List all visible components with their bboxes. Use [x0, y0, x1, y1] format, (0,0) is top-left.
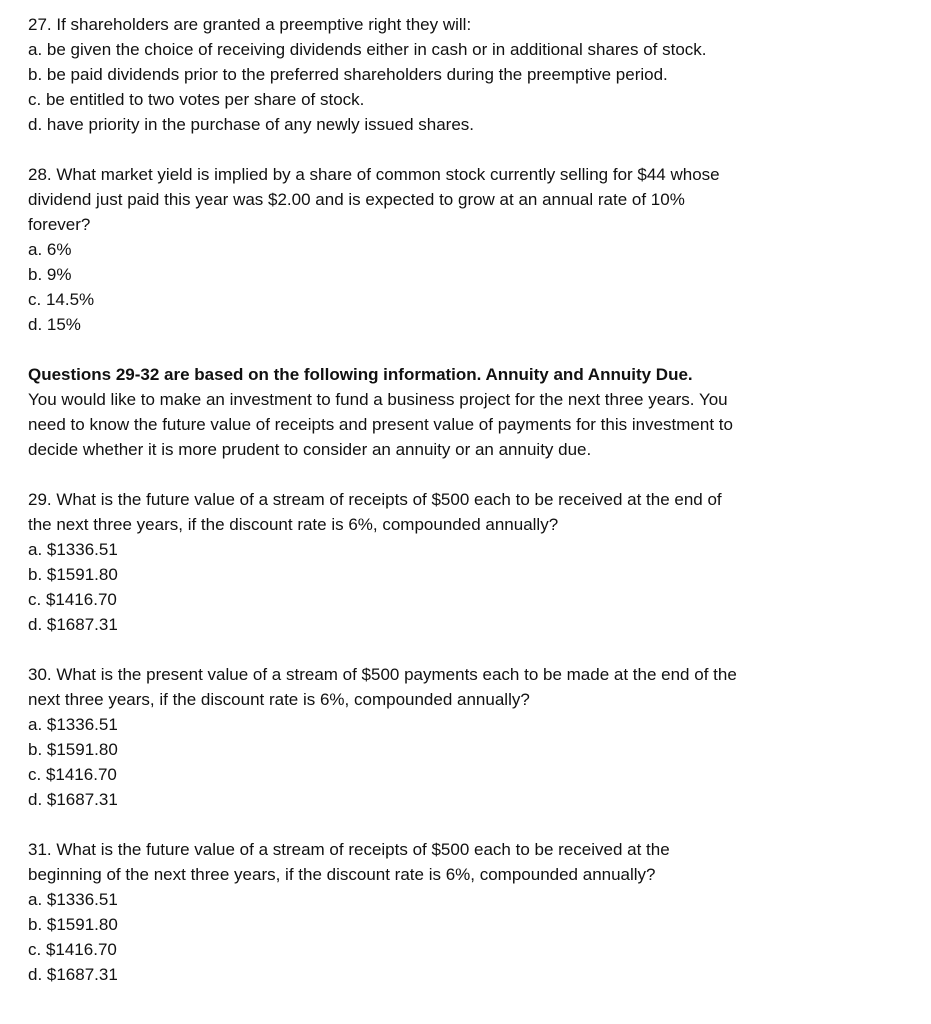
question-30-text-line-2: next three years, if the discount rate is 6%, compounded annually?	[28, 690, 530, 709]
question-28-text-line-2: dividend just paid this year was $2.00 and is expected to grow at an annual rate of 10%	[28, 190, 685, 209]
question-29-option-d: d. $1687.31	[28, 615, 118, 634]
section-intro	[28, 362, 918, 462]
question-28	[28, 162, 918, 337]
question-27-text: 27. If shareholders are granted a preemptive right they will:	[28, 15, 472, 34]
section-intro-line-2: need to know the future value of receipts and present value of payments for this investment to	[28, 415, 733, 434]
question-27	[28, 12, 918, 137]
question-28-option-a: a. 6%	[28, 240, 72, 259]
question-29-option-c: c. $1416.70	[28, 590, 117, 609]
question-27-option-c: c. be entitled to two votes per share of stock.	[28, 90, 365, 109]
question-27-option-a: a. be given the choice of receiving dividends either in cash or in additional shares of stock.	[28, 40, 707, 59]
question-30-option-a: a. $1336.51	[28, 715, 118, 734]
question-31	[28, 837, 918, 987]
question-31-option-c: c. $1416.70	[28, 940, 117, 959]
question-27-option-b: b. be paid dividends prior to the preferred shareholders during the preemptive period.	[28, 65, 668, 84]
question-29-option-b: b. $1591.80	[28, 565, 118, 584]
question-29	[28, 487, 918, 637]
question-30-text-line-1: 30. What is the present value of a stream of $500 payments each to be made at the end of the	[28, 665, 737, 684]
question-30	[28, 662, 918, 812]
question-29-text-line-2: the next three years, if the discount rate is 6%, compounded annually?	[28, 515, 559, 534]
question-27-option-d: d. have priority in the purchase of any newly issued shares.	[28, 115, 475, 134]
question-29-option-a: a. $1336.51	[28, 540, 118, 559]
question-30-option-c: c. $1416.70	[28, 765, 117, 784]
question-31-text-line-2: beginning of the next three years, if the discount rate is 6%, compounded annually?	[28, 865, 656, 884]
question-30-option-d: d. $1687.31	[28, 790, 118, 809]
question-28-text-line-3: forever?	[28, 215, 91, 234]
question-28-text-line-1: 28. What market yield is implied by a share of common stock currently selling for $44 whose	[28, 165, 720, 184]
question-31-option-b: b. $1591.80	[28, 915, 118, 934]
question-30-option-b: b. $1591.80	[28, 740, 118, 759]
question-28-option-b: b. 9%	[28, 265, 72, 284]
question-31-option-d: d. $1687.31	[28, 965, 118, 984]
document-page	[28, 12, 918, 1012]
section-intro-line-3: decide whether it is more prudent to consider an annuity or an annuity due.	[28, 440, 592, 459]
question-31-text-line-1: 31. What is the future value of a stream of receipts of $500 each to be received at the	[28, 840, 670, 859]
section-heading: Questions 29-32 are based on the following information. Annuity and Annuity Due.	[28, 365, 693, 384]
question-28-option-d: d. 15%	[28, 315, 81, 334]
question-28-option-c: c. 14.5%	[28, 290, 95, 309]
question-31-option-a: a. $1336.51	[28, 890, 118, 909]
section-intro-line-1: You would like to make an investment to fund a business project for the next three years. You	[28, 390, 728, 409]
question-29-text-line-1: 29. What is the future value of a stream of receipts of $500 each to be received at the end of	[28, 490, 722, 509]
